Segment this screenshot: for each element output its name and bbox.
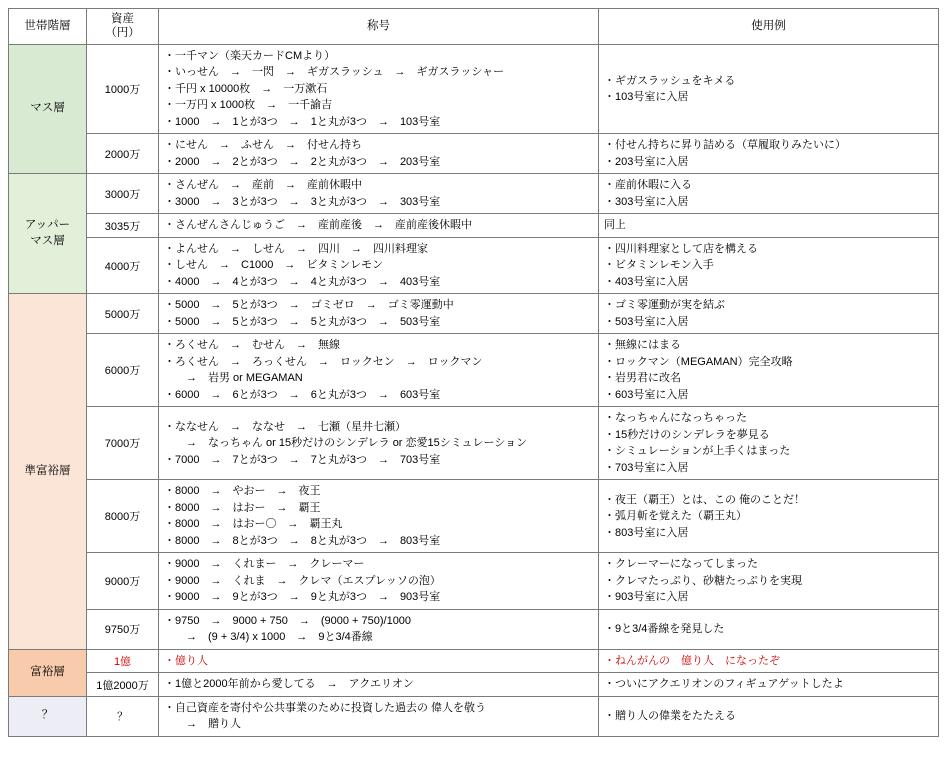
title-line: ・9000 → 9とが3つ → 9と丸が3つ → 903号室 — [164, 591, 441, 604]
tier-label: ？ — [41, 709, 54, 722]
title-line: ・8000 → 8とが3つ → 8と丸が3つ → 803号室 — [164, 534, 441, 547]
title-cell — [159, 134, 599, 174]
title-line: ・いっせん → 一閃 → ギガスラッシュ → ギガスラッシャー — [164, 66, 505, 79]
table-row — [9, 334, 939, 407]
table-row — [9, 407, 939, 480]
tier-label: アッパー — [24, 219, 71, 232]
asset-cell: 3000万 — [87, 174, 159, 214]
usage-line: ・303号室に入居 — [604, 195, 689, 208]
asset-cell: 7000万 — [87, 407, 159, 480]
title-line: ・9750 → 9000 + 750 → (9000 + 750)/1000 — [164, 614, 412, 627]
title-line: ・さんぜん → 産前 → 産前休暇中 — [164, 179, 362, 192]
title-line: ・よんせん → しせん → 四川 → 四川料理家 — [164, 242, 428, 255]
usage-cell — [599, 237, 939, 294]
usage-cell — [599, 334, 939, 407]
title-cell — [159, 673, 599, 697]
title-line: ・ろくせん → むせん → 無線 — [164, 339, 340, 352]
column-header-usage: 使用例 — [599, 9, 939, 45]
asset-cell: 6000万 — [87, 334, 159, 407]
usage-line: ・四川料理家として店を構える — [604, 242, 758, 255]
usage-cell — [599, 174, 939, 214]
title-line: ・6000 → 6とが3つ → 6と丸が3つ → 603号室 — [164, 388, 441, 401]
usage-line: ・ビタミンレモン入手 — [604, 259, 714, 272]
title-cell — [159, 407, 599, 480]
usage-line: ・103号室に入居 — [604, 91, 689, 103]
title-cell — [159, 44, 599, 134]
table-row — [9, 294, 939, 334]
title-cell — [159, 609, 599, 649]
usage-line: ・クレーマーになってしまった — [604, 558, 758, 571]
wealth-tier-table — [8, 8, 939, 737]
usage-line: ・ギガスラッシュをキメる — [604, 74, 736, 87]
usage-line: ・903号室に入居 — [604, 591, 689, 604]
tier-label: マス層 — [30, 234, 65, 247]
tier-cell — [9, 174, 87, 294]
asset-cell: 3035万 — [87, 214, 159, 238]
usage-line: ・クレマたっぷり、砂糖たっぷりを実現 — [604, 574, 802, 587]
usage-cell — [599, 407, 939, 480]
title-line: ・5000 → 5とが3つ → ゴミゼロ → ゴミ零運動中 — [164, 299, 454, 312]
title-line: ・1億と2000年前から愛してる → アクエリオン — [164, 678, 414, 691]
usage-line: ・ねんがんの 億り人 になったぞ — [604, 654, 780, 667]
table-row — [9, 553, 939, 610]
asset-cell: 9000万 — [87, 553, 159, 610]
usage-cell — [599, 649, 939, 673]
asset-cell: 2000万 — [87, 134, 159, 174]
usage-line: ・シミュレーションが上手くはまった — [604, 445, 791, 458]
title-line: ・一千マン（楽天カードCMより） — [164, 49, 336, 62]
table-row — [9, 649, 939, 673]
usage-line: ・ロックマン（MEGAMAN）完全攻略 — [604, 355, 793, 368]
usage-line: ・603号室に入居 — [604, 388, 689, 401]
table-row — [9, 480, 939, 553]
tier-label: マス層 — [30, 102, 65, 115]
title-line: ・1000 → 1とが3つ → 1と丸が3つ → 103号室 — [164, 115, 441, 128]
title-line: ・8000 → はおー → 覇王 — [164, 501, 321, 514]
usage-cell — [599, 553, 939, 610]
title-cell — [159, 294, 599, 334]
table-row — [9, 214, 939, 238]
usage-line: ・ついにアクエリオンのフィギュアゲットしたよ — [604, 678, 844, 691]
asset-cell: 8000万 — [87, 480, 159, 553]
asset-cell: 1億2000万 — [87, 673, 159, 697]
asset-cell: ？ — [87, 696, 159, 736]
usage-cell — [599, 44, 939, 134]
title-line: → 贈り人 — [164, 718, 241, 731]
asset-cell: 5000万 — [87, 294, 159, 334]
usage-cell — [599, 134, 939, 174]
title-line: ・7000 → 7とが3つ → 7と丸が3つ → 703号室 — [164, 453, 441, 466]
table-row — [9, 696, 939, 736]
title-line: ・ななせん → ななせ → 七瀬（星井七瀬） — [164, 420, 406, 433]
title-line: ・千円 x 10000枚 → 一万漱石 — [164, 82, 328, 95]
tier-label: 富裕層 — [30, 665, 65, 678]
asset-cell: 4000万 — [87, 237, 159, 294]
usage-cell — [599, 696, 939, 736]
table-body — [9, 44, 939, 736]
usage-cell — [599, 294, 939, 334]
title-line: ・8000 → やおー → 夜王 — [164, 485, 321, 498]
title-line: ・5000 → 5とが3つ → 5と丸が3つ → 503号室 — [164, 315, 441, 328]
usage-line: ・付せん持ちに昇り詰める（草履取りみたいに） — [604, 139, 846, 152]
usage-line: ・503号室に入居 — [604, 315, 689, 328]
usage-line: ・岩男君に改名 — [604, 372, 681, 385]
usage-cell — [599, 673, 939, 697]
tier-cell — [9, 44, 87, 174]
title-cell — [159, 649, 599, 673]
usage-cell — [599, 214, 939, 238]
tier-cell — [9, 294, 87, 650]
title-line: ・億り人 — [164, 654, 208, 667]
asset-cell: 1000万 — [87, 44, 159, 134]
column-header-title: 称号 — [159, 9, 599, 45]
title-cell — [159, 334, 599, 407]
usage-line: ・無線にはまる — [604, 339, 681, 352]
title-line: ・4000 → 4とが3つ → 4と丸が3つ → 403号室 — [164, 275, 441, 288]
title-line: ・さんぜんさんじゅうご → 産前産後 → 産前産後休暇中 — [164, 219, 472, 232]
title-line: → なっちゃん or 15秒だけのシンデレラ or 恋愛15シミュレーション — [164, 437, 528, 449]
tier-cell — [9, 696, 87, 736]
title-line: ・3000 → 3とが3つ → 3と丸が3つ → 303号室 — [164, 195, 441, 208]
table-row — [9, 237, 939, 294]
usage-line: ・203号室に入居 — [604, 155, 689, 168]
tier-label: 準富裕層 — [24, 464, 71, 477]
table-header-row — [9, 9, 939, 45]
usage-line: ・なっちゃんになっちゃった — [604, 412, 747, 425]
column-header-asset-line1: 資産 — [111, 13, 134, 25]
title-line: ・にせん → ふせん → 付せん持ち — [164, 139, 362, 152]
table-row — [9, 174, 939, 214]
title-line: → 岩男 or MEGAMAN — [164, 372, 303, 385]
title-cell — [159, 214, 599, 238]
usage-cell — [599, 609, 939, 649]
usage-line: ・803号室に入居 — [604, 526, 689, 539]
table-row — [9, 44, 939, 134]
title-cell — [159, 553, 599, 610]
usage-line: ・403号室に入居 — [604, 275, 689, 288]
usage-line: 同上 — [604, 219, 626, 232]
table-row — [9, 673, 939, 697]
title-cell — [159, 237, 599, 294]
column-header-tier: 世帯階層 — [9, 9, 87, 45]
title-line: ・8000 → はおー〇 → 覇王丸 — [164, 518, 343, 531]
asset-cell: 9750万 — [87, 609, 159, 649]
title-line: ・一万円 x 1000枚 → 一千諭吉 — [164, 99, 333, 112]
usage-line: ・15秒だけのシンデレラを夢見る — [604, 428, 770, 441]
title-line: ・自己資産を寄付や公共事業のために投資した過去の 偉人を敬う — [164, 701, 487, 714]
table-row — [9, 609, 939, 649]
title-cell — [159, 696, 599, 736]
usage-line: ・贈り人の偉業をたたえる — [604, 710, 736, 722]
usage-line: ・703号室に入居 — [604, 461, 689, 474]
usage-line: ・産前休暇に入る — [604, 179, 692, 192]
title-line: ・9000 → くれま → クレマ（エスプレッソの泡） — [164, 574, 441, 587]
tier-cell — [9, 649, 87, 696]
title-line: → (9 + 3/4) x 1000 → 9と3/4番線 — [164, 631, 373, 644]
usage-line: ・弧月斬を覚えた（覇王丸） — [604, 510, 747, 522]
column-header-asset — [87, 9, 159, 45]
usage-cell — [599, 480, 939, 553]
table-header — [9, 9, 939, 45]
usage-line: ・夜王（覇王）とは、この 俺のことだ！ — [604, 493, 806, 506]
title-cell — [159, 174, 599, 214]
title-cell — [159, 480, 599, 553]
title-line: ・9000 → くれまー → クレーマー — [164, 558, 365, 571]
usage-line: ・9と3/4番線を発見した — [604, 623, 725, 635]
title-line: ・しせん → C1000 → ビタミンレモン — [164, 259, 384, 272]
title-line: ・ろくせん → ろっくせん → ロックセン → ロックマン — [164, 355, 483, 368]
usage-line: ・ゴミ零運動が実を結ぶ — [604, 299, 725, 312]
asset-cell: 1億 — [87, 649, 159, 673]
table-row — [9, 134, 939, 174]
title-line: ・2000 → 2とが3つ → 2と丸が3つ → 203号室 — [164, 155, 441, 168]
column-header-asset-line2: （円） — [105, 27, 140, 40]
